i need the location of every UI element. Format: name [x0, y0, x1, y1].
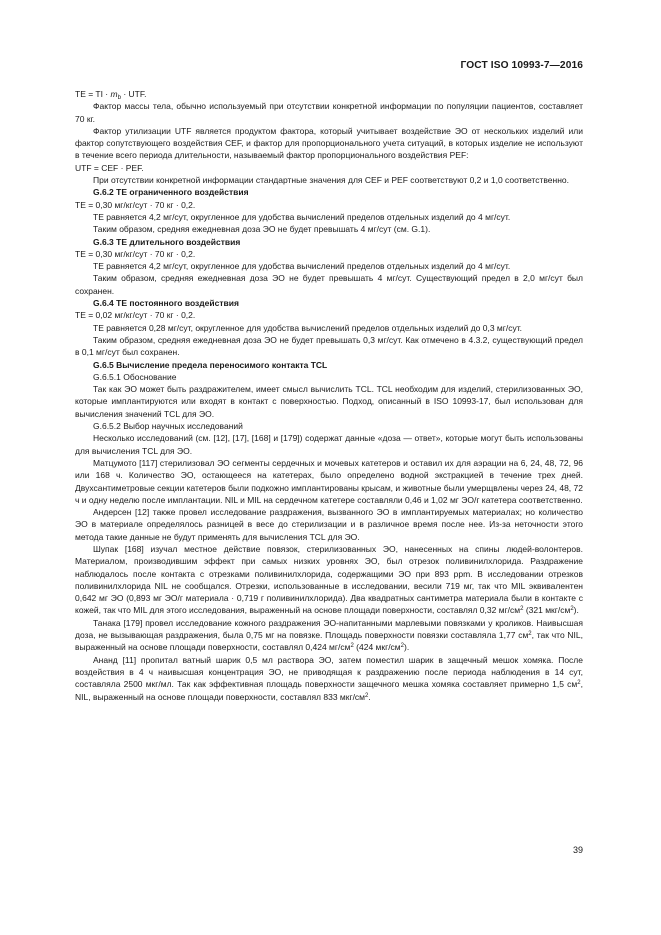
paragraph-andersen: Андерсен [12] также провел исследование раздражения, вызванного ЭО в имплантируемых материалах; но количество ЭО в материале определялось разницей в весе до стерилизации и в различное время после нее. Из-за неточности этого метода такие данные не будут применять для вычисления TCL для ЭО. — [75, 507, 583, 542]
page-content — [75, 88, 583, 703]
paragraph-g62-1: ТЕ равняется 4,2 мг/сут, округленное для удобства вычислений пределов отдельных изделий до 4 мг/сут. — [93, 211, 511, 222]
formula-utf: UTF = CEF · PEF. — [75, 162, 144, 173]
heading-g64: G.6.4 ТЕ постоянного воздействия — [93, 298, 239, 309]
paragraph-body-mass: Фактор массы тела, обычно используемый при отсутствии конкретной информации по популяции пациентов, составляет 70 кг. — [75, 101, 583, 124]
formula-te: TE = TI · $m_b$ · UTF. — [75, 89, 147, 101]
subheading-g651: G.6.5.1 Обоснование — [93, 371, 177, 382]
paragraph-g64-1: ТЕ равняется 0,28 мг/сут, округленное для удобства вычислений пределов отдельных изделий до 0,3 мг/сут. — [93, 322, 523, 333]
paragraph-anand: Ананд [11] пропитал ватный шарик 0,5 мл раствора ЭО, затем поместил шарик в защечный мешок хомяка. После воздействия в 4 ч наивысшая концентрация ЭО, не приводящая к раздражению после периода наблюдения в 14 сут, составляла 2500 мкг/мл. Так как эффективная площадь поверхности защечного мешка хомяка составляет примерно 1,5 $см^2$, NIL, выраженный на основе площади поверхности, составлял 833 мкг/$см^2$. — [75, 654, 583, 702]
paragraph-tanaka: Танака [179] провел исследование кожного раздражения ЭО-напитанными марлевыми повязками у кроликов. Наивысшая доза, не вызывающая раздражения, была 0,75 мг на повязке. Площадь поверхности повязки составляла 1,77 $см^2$, так что NIL, выраженный на основе площади поверхности, составлял 0,424 $мг/см^2$ (424 мкг/$см^2$). — [75, 617, 584, 653]
paragraph-g62-2: Таким образом, средняя ежедневная доза ЭО не будет превышать 4 мг/сут (см. G.1). — [93, 224, 431, 235]
paragraph-studies: Несколько исследований (см. [12], [17], [168] и [179]) содержат данные «доза — ответ», которые могут быть использованы для вычисления TCL для ЭО. — [75, 433, 583, 456]
paragraph-matsumoto: Матцумото [117] стерилизовал ЭО сегменты сердечных и мочевых катетеров и оставил их для аэрации на 6, 24, 48, 72, 96 или 168 ч. Количество ЭО, остающееся на катетерах, было определено водной экстракцией в течение трех дней. Двухсантиметровые секции катетеров были подкожно имплантированы крысам, и животные были умерщвлены через 24, 48, 72 ч и одну неделю после имплантации. NIL и MIL на сердечном катетере составляли 0,46 и 1,02 мг ЭО/г катетера соответственно. — [75, 457, 583, 505]
paragraph-defaults: При отсутствии конкретной информации стандартные значения для CEF и PEF соответствуют 0,2 и 1,0 соответственно. — [93, 175, 569, 186]
formula-g62: TE = 0,30 мг/кг/сут · 70 кг · 0,2. — [75, 199, 196, 210]
paragraph-g63-1: ТЕ равняется 4,2 мг/сут, округленное для удобства вычислений пределов отдельных изделий до 4 мг/сут. — [93, 261, 511, 272]
paragraph-g63-2: Таким образом, средняя ежедневная доза ЭО не будет превышать 4 мг/сут. Существующий предел в 2,0 мг/сут был сохранен. — [75, 273, 583, 296]
heading-g63: G.6.3 ТЕ длительного воздействия — [93, 236, 241, 247]
paragraph-utf: Фактор утилизации UTF является продуктом фактора, который учитывает воздействие ЭО от нескольких изделий или фактор сопутствующего воздействия CEF, и фактор для пропорционального учета ситуаций, в которых изделие не используют в течение всего периода длительности, называемый фактор пропорционального воздействия PEF: — [75, 125, 583, 161]
subheading-g652: G.6.5.2 Выбор научных исследований — [93, 421, 243, 432]
paragraph-g64-2: Таким образом, средняя ежедневная доза ЭО не будет превышать 0,3 мг/сут. Как отмечено в 4.3.2, существующий предел в 0,1 мг/сут был сохранен. — [75, 334, 583, 358]
heading-g62: G.6.2 ТЕ ограниченного воздействия — [93, 187, 249, 198]
heading-g65: G.6.5 Вычисление предела переносимого контакта TCL — [93, 359, 328, 370]
page-number: 39 — [572, 845, 583, 855]
paragraph-rationale: Так как ЭО может быть раздражителем, имеет смысл вычислить TCL. TCL необходим для изделий, стерилизованных ЭО, которые имплантируются или входят в контакт с поверхностью. Подход, описанный в ISO 10993-17, был использован для вычисления значений TCL для ЭО. — [75, 384, 583, 419]
formula-g63: TE = 0,30 мг/кг/сут · 70 кг · 0,2. — [75, 248, 196, 259]
paragraph-shupak: Шупак [168] изучал местное действие повязок, стерилизованных ЭО, нанесенных на спины людей-волонтеров. Материалом, производившим эффект при самых низких уровнях ЭО, был отрезок поливинилхлорида. Раздражение наблюдалось после контакта с отрезками поливинилхлорида, содержащими ЭО при 893 ppm. В исследовании отрезков поливинилхлорида NIL не сообщался. Отрезки, использованные в исследовании, весили 719 мг, так что MIL эквивалентен 0,642 мг ЭО (0,893 мг ЭО/г материала · 0,719 г поливинилхлорида). Два квадратных сантиметра материала были в контакте с кожей, так что MIL для этого исследования, выраженный на основе площади поверхности, составлял 0,32 $мг/см^2$ (321 мкг/$см^2$). — [75, 543, 583, 616]
standard-header: ГОСТ ISO 10993-7—2016 — [460, 60, 583, 71]
formula-g64: TE = 0,02 мг/кг/сут · 70 кг · 0,2. — [75, 310, 196, 321]
